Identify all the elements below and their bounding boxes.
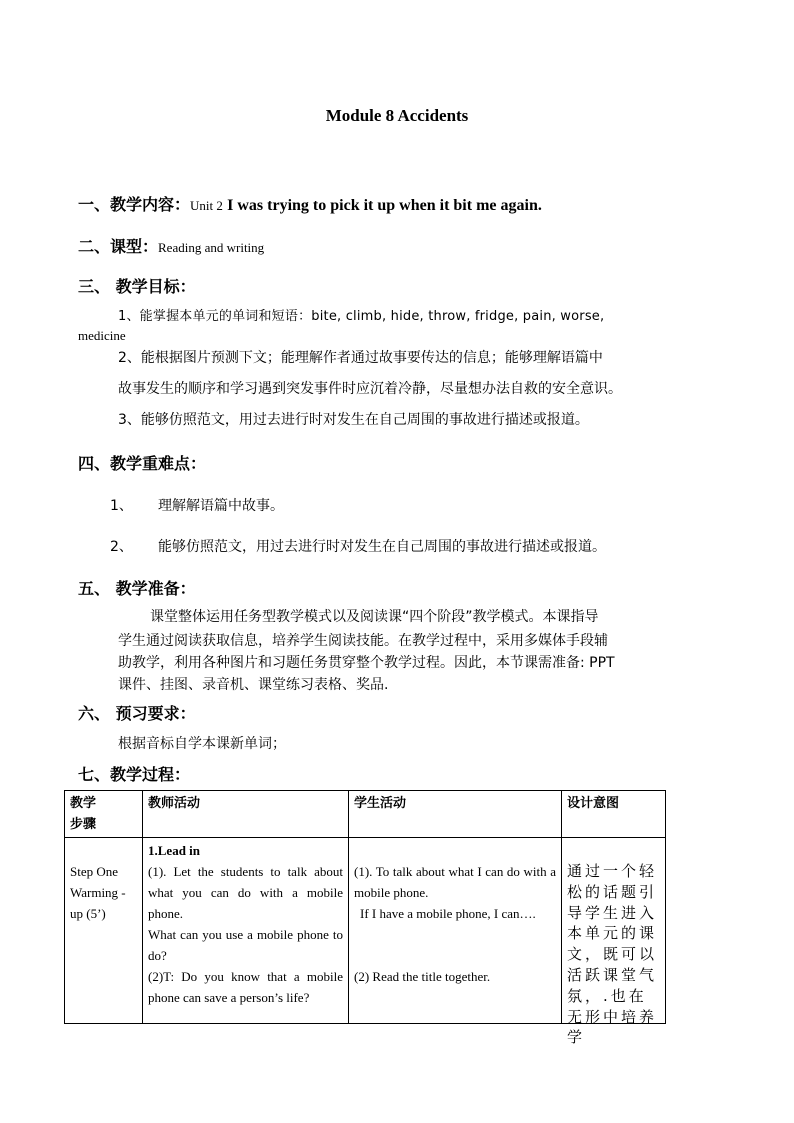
section-4-heading: 四、教学重难点： (78, 454, 207, 473)
header-student-activity: 学生活动 (349, 791, 562, 838)
section-6-heading: 六、 预习要求： (78, 704, 196, 723)
page-title: Module 8 Accidents (325, 106, 469, 125)
preparation-line-2: 学生通过阅读获取信息，培养学生阅读技能。在教学过程中，采用多媒体手段辅 (118, 633, 608, 649)
header-step: 教学 步骤 (65, 791, 143, 838)
section-1-sentence: I was trying to pick it up when it bit me again. (227, 197, 542, 214)
objective-1-line-1: 1、能掌握本单元的单词和短语：bite, climb, hide, throw, fridge, pain, worse, (118, 309, 605, 324)
student-activity-1: (1). To talk about what I can do with a mobile phone. (354, 864, 556, 900)
teaching-process-table (64, 790, 666, 1047)
section-2-label: 二、课型： (78, 237, 159, 256)
objective-2-line-2: 故事发生的顺序和学习遇到突发事件时应沉着冷静，尽量想办法自救的安全意识。 (118, 381, 622, 397)
design-purpose-text: 通过一个轻松的话题引导学生进入本单元的课文，既可以活跃课堂气氛，.也在无形中培养学 (567, 862, 658, 1047)
teacher-activity-cell (143, 838, 349, 1024)
objective-3: 3、能够仿照范文，用过去进行时对发生在自己周围的事故进行描述或报道。 (118, 412, 589, 428)
preview-requirement: 根据音标自学本课新单词； (118, 736, 286, 752)
section-1-label: 一、教学内容： (78, 195, 191, 214)
section-1-heading (78, 192, 542, 215)
teacher-activity-1: (1). Let the students to talk about what you can do with a mobile phone. (148, 864, 343, 921)
preparation-line-1: 课堂整体运用任务型教学模式以及阅读课“四个阶段”教学模式。本课指导 (150, 609, 599, 625)
step-cell (65, 838, 143, 1024)
design-purpose-cell (562, 838, 666, 1047)
teacher-activity-2: What can you use a mobile phone to do? (148, 927, 343, 963)
key-point-1-number: 1、 (110, 498, 133, 514)
objective-2-line-1: 2、能根据图片预测下文；能理解作者通过故事要传达的信息；能够理解语篇中 (118, 350, 603, 366)
section-1-unit: Unit 2 (190, 198, 223, 213)
section-2-value: Reading and writing (158, 240, 265, 255)
section-2-heading (78, 234, 264, 257)
preparation-line-3: 助教学，利用各种图片和习题任务贯穿整个教学过程。因此，本节课需准备: PPT (118, 655, 615, 671)
preparation-line-4: 课件、挂图、录音机、课堂练习表格、奖品. (118, 677, 389, 693)
teacher-activity-3: (2)T: Do you know that a mobile phone can save a person’s life? (148, 969, 343, 1005)
key-point-2: 能够仿照范文，用过去进行时对发生在自己周围的事故进行描述或报道。 (158, 539, 606, 555)
student-activity-cell (349, 838, 562, 1024)
lead-in-heading: 1.Lead in (148, 843, 201, 858)
step-label: Step One Warming -up (5’) (70, 864, 126, 921)
header-teacher-activity: 教师活动 (143, 791, 349, 838)
table-row (65, 838, 666, 1024)
section-3-heading: 三、 教学目标： (78, 277, 196, 296)
student-activity-2: If I have a mobile phone, I can…. (360, 906, 536, 921)
objective-1-line-2: medicine (78, 328, 126, 343)
section-5-heading: 五、 教学准备： (78, 579, 196, 598)
key-point-1: 理解解语篇中故事。 (158, 498, 284, 514)
section-7-heading: 七、教学过程： (78, 765, 191, 784)
student-activity-3: (2) Read the title together. (354, 969, 491, 984)
key-point-2-number: 2、 (110, 539, 133, 555)
header-design-purpose: 设计意图 (562, 791, 666, 838)
table-header-row (65, 791, 666, 838)
